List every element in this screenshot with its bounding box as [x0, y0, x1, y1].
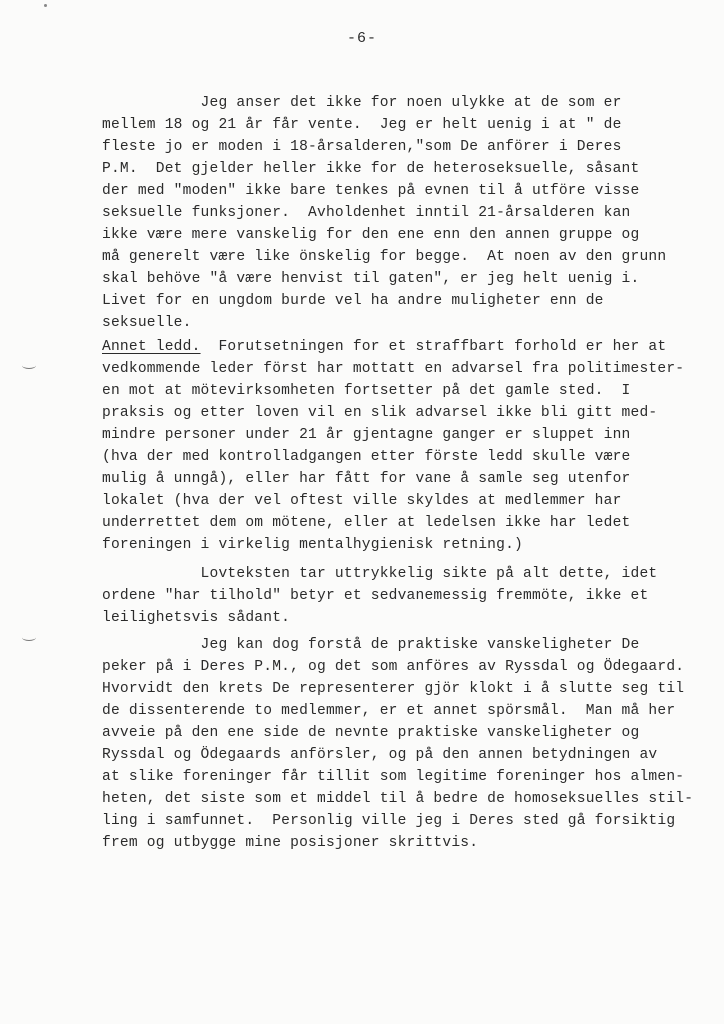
paragraph-line: Ryssdal og Ödegaards anförsler, og på den annen betydningen av — [102, 747, 658, 763]
paragraph-line: (hva der med kontrolladgangen etter förste ledd skulle være — [102, 449, 631, 465]
section-heading: Annet ledd. — [102, 339, 201, 355]
paragraph-line: mindre personer under 21 år gjentagne ganger er sluppet inn — [102, 427, 631, 443]
paragraph-line: heten, det siste som et middel til å bedre de homoseksuelles stil- — [102, 791, 694, 807]
paragraph-line: Livet for en ungdom burde vel ha andre muligheter enn de — [102, 293, 604, 309]
paragraph-line: underrettet dem om mötene, eller at ledelsen ikke har ledet — [102, 515, 631, 531]
page-number: -6- — [346, 30, 377, 47]
paragraph-line: ling i samfunnet. Personlig ville jeg i Deres sted gå forsiktig — [102, 813, 676, 829]
heading-line-text: Forutsetningen for et straffbart forhold er her at — [200, 339, 667, 355]
paragraph-line: Jeg kan dog forstå de praktiske vanskeligheter De — [102, 637, 640, 653]
paragraph-line: skal behöve "å være henvist til gaten", er jeg helt uenig i. — [102, 271, 640, 287]
paragraph-line: Hvorvidt den krets De representerer gjör klokt i å slutte seg til — [102, 681, 685, 697]
scan-speck — [44, 4, 47, 7]
paragraph-line: mulig å unngå), eller har fått for vane å samle seg utenfor — [102, 471, 631, 487]
paragraph-line: Lovteksten tar uttrykkelig sikte på alt dette, idet — [102, 566, 658, 582]
paragraph-line: mellem 18 og 21 år får vente. Jeg er helt uenig i at " de — [102, 117, 622, 133]
paragraph-line: Jeg anser det ikke for noen ulykke at de som er — [102, 95, 622, 111]
margin-mark — [22, 634, 36, 641]
paragraph-line: ordene "har tilhold" betyr et sedvanemessig fremmöte, ikke et — [102, 588, 649, 604]
paragraph-line — [102, 336, 667, 358]
paragraph-line: foreningen i virkelig mentalhygienisk retning.) — [102, 537, 524, 553]
paragraph-line: peker på i Deres P.M., og det som anföres av Ryssdal og Ödegaard. — [102, 659, 685, 675]
paragraph-annet-ledd — [102, 336, 685, 556]
paragraph-line: der med "moden" ikke bare tenkes på evnen til å utföre visse — [102, 183, 640, 199]
paragraph-3 — [102, 563, 662, 629]
paragraph-line: seksuelle. — [102, 315, 192, 331]
paragraph-line: seksuelle funksjoner. Avholdenhet inntil 21-årsalderen kan — [102, 205, 631, 221]
paragraph-line: avveie på den ene side de nevnte praktiske vanskeligheter og — [102, 725, 640, 741]
paragraph-line: P.M. Det gjelder heller ikke for de heteroseksuelle, såsant — [102, 161, 640, 177]
paragraph-line: de dissenterende to medlemmer, er et annet spörsmål. Man må her — [102, 703, 676, 719]
paragraph-line: frem og utbygge mine posisjoner skrittvis. — [102, 835, 479, 851]
paragraph-line: lokalet (hva der vel oftest ville skyldes at medlemmer har — [102, 493, 622, 509]
margin-mark — [22, 362, 36, 369]
paragraph-line: at slike foreninger får tillit som legitime foreninger hos almen- — [102, 769, 685, 785]
paragraph-line: fleste jo er moden i 18-årsalderen,"som De anförer i Deres — [102, 139, 622, 155]
paragraph-line: en mot at mötevirksomheten fortsetter på det gamle sted. I — [102, 383, 631, 399]
paragraph-4 — [102, 634, 694, 854]
paragraph-1 — [102, 92, 667, 334]
paragraph-line: vedkommende leder först har mottatt en advarsel fra politimester- — [102, 361, 685, 377]
paragraph-line: praksis og etter loven vil en slik advarsel ikke bli gitt med- — [102, 405, 658, 421]
paragraph-line: må generelt være like önskelig for begge. At noen av den grunn — [102, 249, 667, 265]
paragraph-line: leilighetsvis sådant. — [102, 610, 291, 626]
paragraph-line: ikke være mere vanskelig for den ene enn den annen gruppe og — [102, 227, 640, 243]
